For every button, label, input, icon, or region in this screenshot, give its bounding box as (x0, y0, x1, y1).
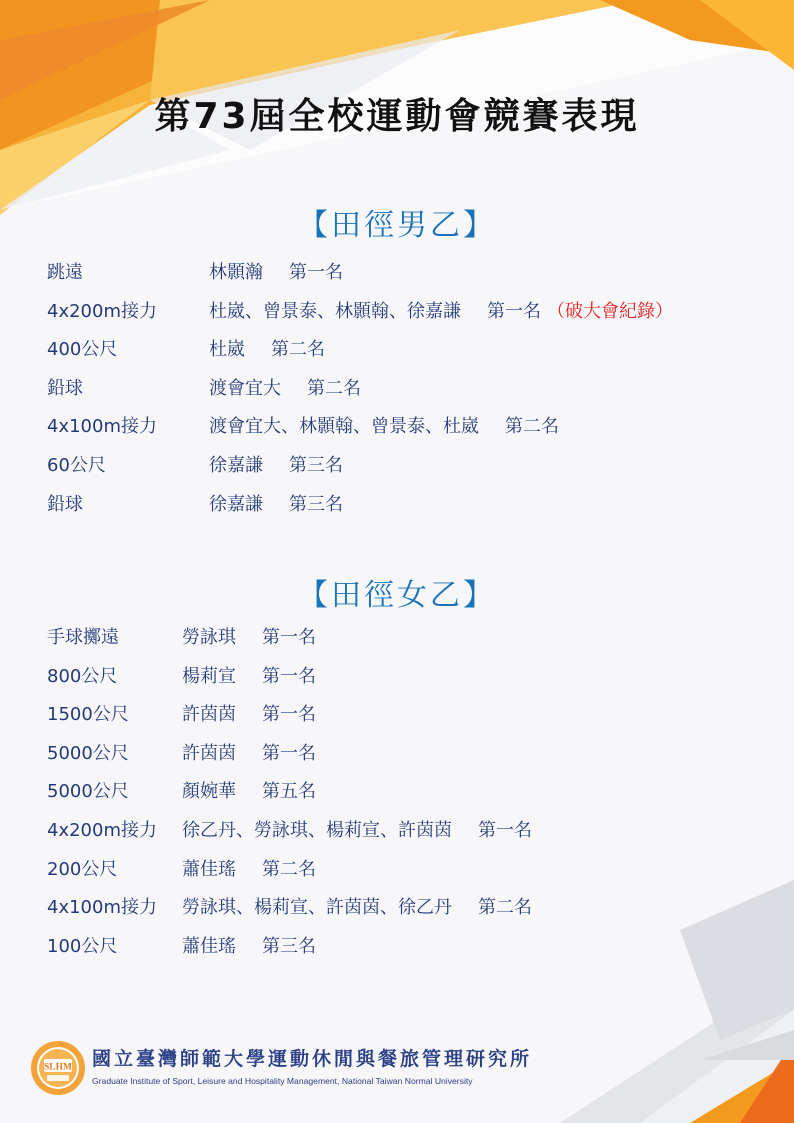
institute-logo (30, 1040, 86, 1096)
section-heading-women: 【田徑女乙】 (298, 578, 496, 613)
result-row (47, 773, 532, 812)
placing: 第一名 (262, 665, 316, 687)
event-name: 4x100m接力 (47, 416, 157, 438)
placing: 第一名 (478, 819, 532, 841)
placing: 第五名 (262, 781, 316, 803)
event-name: 鉛球 (47, 377, 83, 399)
athlete-names: 杜崴 (209, 339, 245, 361)
athlete-names: 許茵茵 (182, 742, 236, 764)
result-row (47, 889, 532, 928)
athlete-names: 蕭佳瑤 (182, 858, 236, 880)
placing: 第三名 (289, 493, 343, 515)
result-row (47, 293, 673, 332)
event-name: 跳遠 (47, 262, 83, 283)
result-row (47, 408, 673, 447)
athlete-names: 徐嘉謙 (209, 454, 263, 476)
athlete-names: 林顥瀚 (209, 262, 263, 283)
athlete-names: 渡會宜大 (209, 377, 281, 399)
athlete-names: 杜崴、曾景泰、林顥翰、徐嘉謙 (209, 300, 461, 322)
event-name: 400公尺 (47, 339, 118, 361)
section-heading-men: 【田徑男乙】 (298, 208, 496, 243)
athlete-names: 顏婉華 (182, 781, 236, 803)
athlete-names: 蕭佳瑤 (182, 935, 236, 957)
athlete-names: 勞詠琪、楊莉宣、許茵茵、徐乙丹 (182, 897, 452, 919)
placing: 第三名 (289, 454, 343, 476)
event-name: 200公尺 (47, 858, 118, 880)
athlete-names: 渡會宜大、林顥翰、曾景泰、杜崴 (209, 416, 479, 438)
athlete-names: 勞詠琪 (182, 627, 236, 648)
results-list-men (47, 254, 673, 524)
event-name: 1500公尺 (47, 704, 129, 726)
result-row (47, 619, 532, 658)
result-row (47, 254, 673, 293)
placing: 第三名 (262, 935, 316, 957)
placing: 第二名 (271, 339, 325, 361)
event-name: 5000公尺 (47, 742, 129, 764)
event-name: 60公尺 (47, 454, 106, 476)
placing: 第二名 (307, 377, 361, 399)
result-row (47, 812, 532, 851)
placing: 第一名 (262, 627, 316, 648)
record-note: （破大會紀錄） (547, 300, 673, 322)
placing: 第二名 (262, 858, 316, 880)
institute-name-english: Graduate Institute of Sport, Leisure and Hospitality Management, National Taiwan Normal University (92, 1076, 473, 1086)
logo-text: SLHM (44, 1062, 72, 1073)
event-name: 鉛球 (47, 493, 83, 515)
result-row (47, 331, 673, 370)
event-name: 手球擲遠 (47, 627, 119, 648)
event-name: 4x200m接力 (47, 819, 157, 841)
result-row (47, 851, 532, 890)
placing: 第一名 (262, 742, 316, 764)
event-name: 4x100m接力 (47, 897, 157, 919)
result-row (47, 696, 532, 735)
result-row (47, 447, 673, 486)
result-row (47, 486, 673, 525)
athlete-names: 楊莉宣 (182, 665, 236, 687)
page-title: 第73屆全校運動會競賽表現 (154, 96, 640, 137)
athlete-names: 許茵茵 (182, 704, 236, 726)
result-row (47, 928, 532, 967)
event-name: 800公尺 (47, 665, 118, 687)
athlete-names: 徐乙丹、勞詠琪、楊莉宣、許茵茵 (182, 819, 452, 841)
result-row (47, 658, 532, 697)
placing: 第一名 (262, 704, 316, 726)
athlete-names: 徐嘉謙 (209, 493, 263, 515)
event-name: 4x200m接力 (47, 300, 157, 322)
result-row (47, 370, 673, 409)
placing: 第二名 (478, 897, 532, 919)
result-row (47, 735, 532, 774)
results-list-women (47, 619, 532, 966)
placing: 第二名 (505, 416, 559, 438)
placing: 第一名 (289, 262, 343, 283)
placing: 第一名 (487, 300, 541, 322)
event-name: 5000公尺 (47, 781, 129, 803)
institute-name-chinese: 國立臺灣師範大學運動休閒與餐旅管理研究所 (92, 1048, 533, 1070)
event-name: 100公尺 (47, 935, 118, 957)
